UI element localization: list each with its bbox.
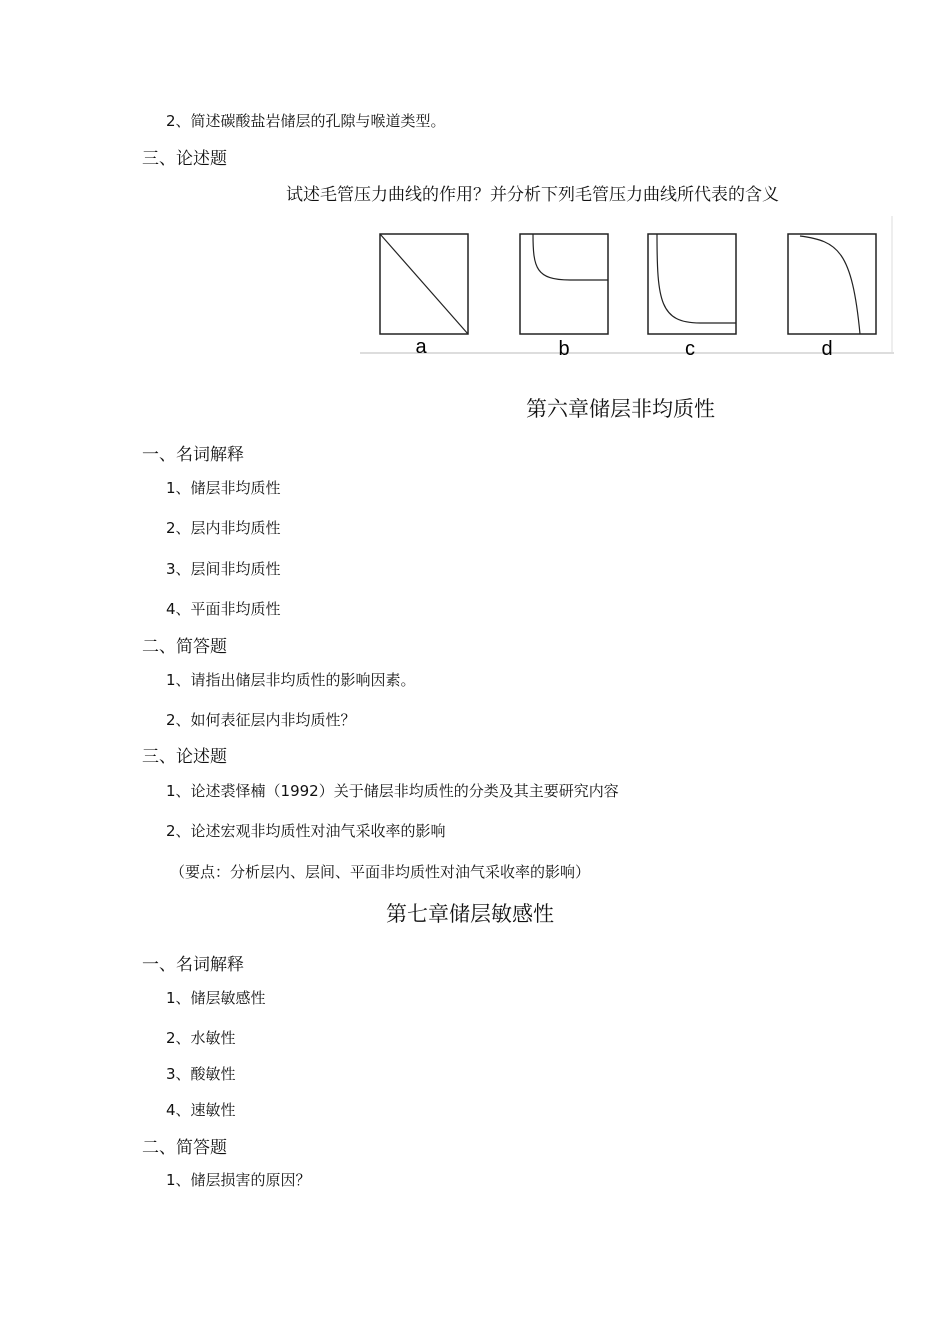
chapter-title: 第七章储层敏感性	[386, 902, 554, 926]
question-item: 1、储层损害的原因？	[166, 1171, 311, 1189]
question-item: 1、储层敏感性	[166, 989, 266, 1007]
question-item: 3、层间非均质性	[166, 560, 281, 578]
note-text: （要点：分析层内、层间、平面非均质性对油气采收率的影响）	[170, 863, 591, 881]
section-heading: 一、名词解释	[142, 955, 244, 975]
figure-label-d: d	[821, 338, 833, 356]
question-item: 2、简述碳酸盐岩储层的孔隙与喉道类型。	[166, 112, 446, 130]
question-item: 3、酸敏性	[166, 1065, 236, 1083]
question-item: 4、平面非均质性	[166, 600, 281, 618]
section-heading: 二、简答题	[142, 637, 227, 657]
essay-prompt: 试述毛管压力曲线的作用？并分析下列毛管压力曲线所代表的含义	[286, 185, 779, 205]
section-heading: 一、名词解释	[142, 445, 244, 465]
question-item: 1、论述裘怿楠（1992）关于储层非均质性的分类及其主要研究内容	[166, 782, 619, 800]
curve-panel-c	[648, 234, 736, 334]
figure-label-b: b	[558, 338, 570, 356]
figure-label-c: c	[685, 338, 695, 356]
curve-panel-a	[380, 234, 468, 334]
question-item: 2、如何表征层内非均质性？	[166, 711, 356, 729]
section-heading: 二、简答题	[142, 1138, 227, 1158]
capillary-curves-figure	[360, 216, 894, 356]
curve-panel-d	[788, 234, 876, 334]
section-heading: 三、论述题	[142, 149, 227, 169]
question-item: 2、层内非均质性	[166, 519, 281, 537]
question-item: 4、速敏性	[166, 1101, 236, 1119]
question-item: 1、请指出储层非均质性的影响因素。	[166, 671, 416, 689]
question-item: 1、储层非均质性	[166, 479, 281, 497]
figure-label-a: a	[415, 336, 427, 356]
curve-panel-b	[520, 234, 608, 334]
question-item: 2、水敏性	[166, 1029, 236, 1047]
section-heading: 三、论述题	[142, 747, 227, 767]
chapter-title: 第六章储层非均质性	[526, 397, 715, 421]
question-item: 2、论述宏观非均质性对油气采收率的影响	[166, 822, 446, 840]
